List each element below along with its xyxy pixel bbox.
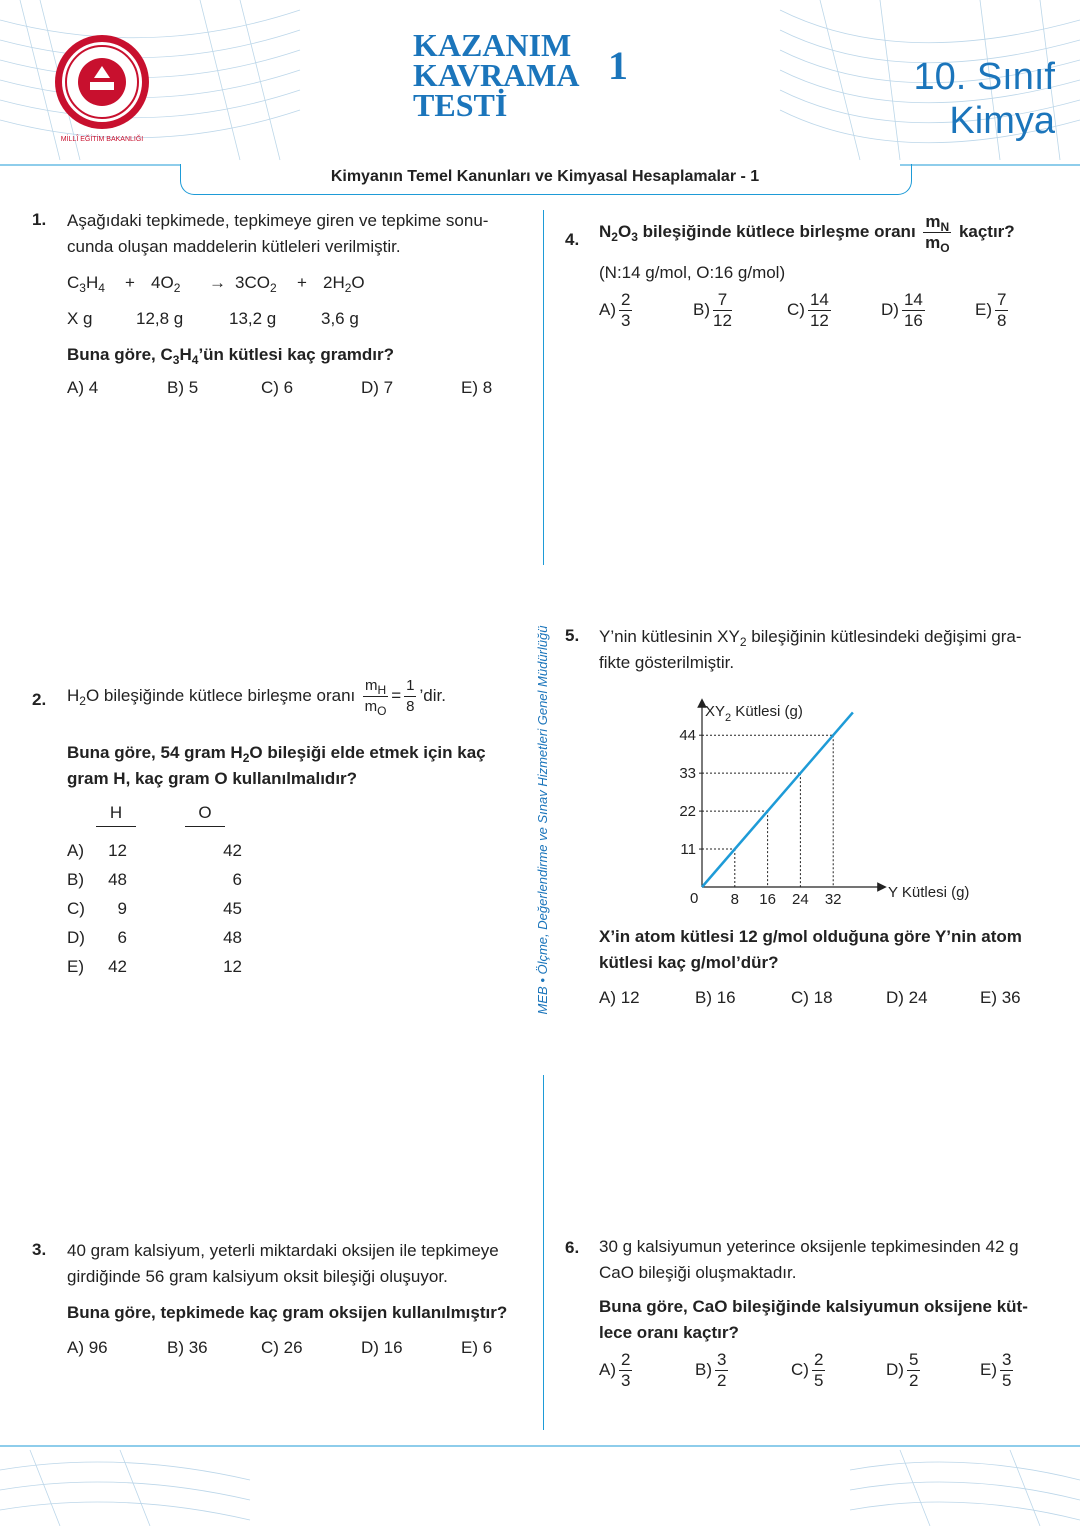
q5-stem: Y’nin kütlesinin $XY_2$ bileşiğinin kütlesindeki değişimi gra- fikte gösterilmiştir. <box>599 627 1022 672</box>
q6-number: 6. <box>565 1238 580 1257</box>
q2-option-c[interactable]: C) 9 45 <box>67 899 242 918</box>
q1-equation: $C_3H_4 + 4O_2 \to 3CO_2 + 2H_2O$ <box>67 273 365 295</box>
q3-option-b[interactable]: B) 36 <box>167 1338 208 1357</box>
q1-mass-c3h4: X g <box>67 309 93 328</box>
q4-option-a[interactable]: A) $\frac{2}{3}$ <box>599 290 631 330</box>
q4-option-e[interactable]: E) $\frac{7}{8}$ <box>975 290 1007 330</box>
q2-stem: $H_2O$ bileşiğinde kütlece birleşme oranı $\frac{m_H}{m_O}$ = $\frac{1}{8}$ ’dir. <box>67 677 446 718</box>
grade-subject <box>913 55 1055 143</box>
column-divider-bottom <box>543 1075 544 1430</box>
chart-y-tick-label: 22 <box>679 803 696 821</box>
q2-option-a[interactable]: A) 12 42 <box>67 841 242 860</box>
brand-line-3: TESTİ <box>413 87 508 123</box>
q2-question: Buna göre, 54 gram $H_2O$ bileşiği elde etmek için kaç gram H, kaç gram O kullanılmalıdır? <box>67 743 486 788</box>
q1-stem <box>67 208 488 260</box>
q6-option-e[interactable]: E) $\frac{3}{5}$ <box>980 1350 1012 1390</box>
q1-option-c[interactable]: C) 6 <box>261 378 294 397</box>
q2-option-b[interactable]: B) 48 6 <box>67 870 242 889</box>
q2-col-h: H <box>96 800 136 827</box>
chart-x-tick-label: 24 <box>792 891 809 908</box>
chart-x-tick-label: 16 <box>759 891 776 908</box>
q2-col-o: O <box>185 800 225 827</box>
q4-stem: $N_2O_3$ bileşiğinde kütlece birleşme oranı $\frac{m_N}{m_O}$ kaçtır? <box>599 212 1015 255</box>
q3-option-d[interactable]: D) 16 <box>361 1338 403 1357</box>
grade-label: 10. Sınıf <box>913 56 1055 98</box>
column-divider-top <box>543 210 544 565</box>
q4-given: (N:14 g/mol, O:16 g/mol) <box>599 263 786 282</box>
brand-line-2: KAVRAMA <box>413 57 580 93</box>
chart-series-line <box>702 712 853 887</box>
chart-y-tick-label: 44 <box>679 727 696 745</box>
q5-option-e[interactable]: E) 36 <box>980 988 1021 1007</box>
q5-options <box>599 985 1059 1011</box>
q4-option-c[interactable]: C) $\frac{14}{12}$ <box>787 290 829 330</box>
q6-stem: 30 g kalsiyumun yeterince oksijenle tepkimesinden 42 g CaO bileşiği oluşmaktadır. <box>599 1237 1019 1282</box>
q5-option-d[interactable]: D) 24 <box>886 988 928 1007</box>
q3-options <box>67 1335 527 1361</box>
q1-options <box>67 375 527 401</box>
q6-option-a[interactable]: A) $\frac{2}{3}$ <box>599 1350 631 1390</box>
logo-text: MİLLÎ EĞİTİM BAKANLIĞI <box>60 136 144 143</box>
q3-stem-line2: girdiğinde 56 gram kalsiyum oksit bileşiği oluşuyor. <box>67 1267 448 1286</box>
topic-title: Kimyanın Temel Kanunları ve Kimyasal Hesaplamalar - 1 <box>330 168 760 185</box>
chart-y-tick-label: 33 <box>679 765 696 783</box>
q1-stem-line1: Aşağıdaki tepkimede, tepkimeye giren ve tepkime sonu- <box>67 211 489 230</box>
chart-y-label: $XY_2$ Kütlesi (g) <box>705 703 803 724</box>
q6-question: Buna göre, CaO bileşiğinde kalsiyumun oksijene küt- lece oranı kaçtır? <box>599 1297 1028 1342</box>
q5-number: 5. <box>565 626 580 645</box>
q1-mass-co2: 13,2 g <box>229 309 277 328</box>
subject-label: Kimya <box>949 100 1055 142</box>
q4-option-b[interactable]: B) $\frac{7}{12}$ <box>693 290 732 330</box>
q3-question: Buna göre, tepkimede kaç gram oksijen kullanılmıştır? <box>67 1303 508 1322</box>
chart-y-tick-label: 11 <box>680 841 696 859</box>
q4-option-d[interactable]: D) $\frac{14}{16}$ <box>881 290 923 330</box>
q3-option-c[interactable]: C) 26 <box>261 1338 303 1357</box>
q3-stem <box>67 1238 499 1290</box>
q2-options <box>67 838 242 983</box>
q2-number: 2. <box>32 690 47 709</box>
q3-number: 3. <box>32 1240 47 1259</box>
q6-option-d[interactable]: D) $\frac{5}{2}$ <box>886 1350 919 1390</box>
sidebar-text: MEB • Ölçme, Değerlendirme ve Sınav Hizmetleri Genel Müdürlüğü <box>535 625 550 1015</box>
chart-x-tick-label: 8 <box>730 891 739 908</box>
brand-title <box>413 27 580 123</box>
q1-stem-line2: cunda oluşan maddelerin kütleleri verilmiştir. <box>67 237 401 256</box>
q2-option-d[interactable]: D) 6 48 <box>67 928 242 947</box>
q1-option-a[interactable]: A) 4 <box>67 378 99 397</box>
q5-option-b[interactable]: B) 16 <box>695 988 736 1007</box>
q1-question: Buna göre, $C_3H_4’ün$ kütlesi kaç gramdır? <box>67 345 395 367</box>
test-number: 1 <box>608 43 628 88</box>
q5-chart <box>660 695 990 920</box>
q1-mass-h2o: 3,6 g <box>321 309 359 328</box>
chart-x-tick-label: 32 <box>824 891 842 908</box>
chart-x-label: Y Kütlesi (g) <box>888 884 970 901</box>
q2-option-e[interactable]: E) 42 12 <box>67 957 242 976</box>
q1-option-e[interactable]: E) 8 <box>461 378 493 397</box>
q3-option-e[interactable]: E) 6 <box>461 1338 493 1357</box>
q1-option-b[interactable]: B) 5 <box>167 378 199 397</box>
q5-option-c[interactable]: C) 18 <box>791 988 833 1007</box>
q6-options <box>599 1350 1016 1391</box>
chart-origin-label: 0 <box>690 890 699 907</box>
footer-decoration <box>0 1440 1080 1526</box>
q4-number: 4. <box>565 230 580 249</box>
brand-line-1: KAZANIM <box>413 27 572 63</box>
q1-option-d[interactable]: D) 7 <box>361 378 394 397</box>
q1-masses <box>67 306 359 332</box>
q5-option-a[interactable]: A) 12 <box>599 988 640 1007</box>
q5-question: X’in atom kütlesi 12 g/mol olduğuna göre Y’nin atom kütlesi kaç g/mol’dür? <box>599 927 1022 972</box>
q6-option-c[interactable]: C) $\frac{2}{5}$ <box>791 1350 824 1390</box>
ministry-logo <box>52 32 152 132</box>
q3-stem-line1: 40 gram kalsiyum, yeterli miktardaki oksijen ile tepkimeye <box>67 1241 499 1260</box>
q1-number: 1. <box>32 210 47 229</box>
q6-option-b[interactable]: B) $\frac{3}{2}$ <box>695 1350 727 1390</box>
q4-options <box>599 290 1011 331</box>
q1-mass-o2: 12,8 g <box>136 309 184 328</box>
q3-option-a[interactable]: A) 96 <box>67 1338 108 1357</box>
